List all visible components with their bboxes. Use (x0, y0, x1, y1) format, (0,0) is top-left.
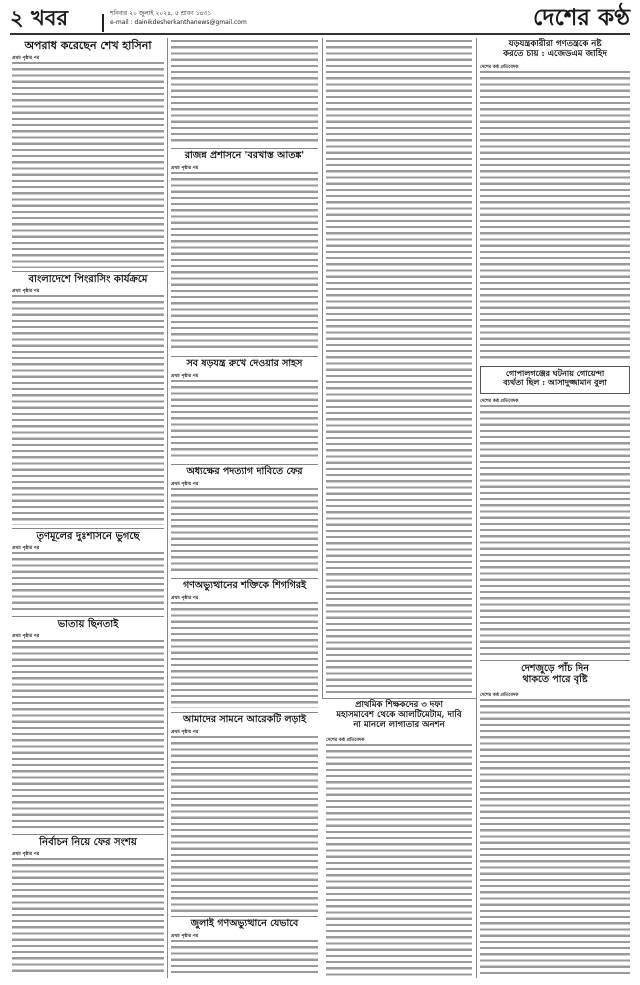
article-body-b3 (171, 488, 318, 574)
label-first-page: প্রথম পৃষ্ঠার পর (171, 730, 199, 735)
headline-a3: তৃণমূলের দুঃশাসনে ভুগছে (36, 531, 140, 542)
label-first-page: প্রথম পৃষ্ঠার পর (12, 289, 40, 294)
label-first-page: প্রথম পৃষ্ঠার পর (171, 374, 199, 379)
article-body-a1 (12, 62, 164, 268)
page-number: ২ খবর (10, 5, 68, 30)
headline-b3: অধ্যক্ষের পদত্যাগ দাবিতে ফের (186, 466, 303, 477)
headline-b1: রাজন্ন প্রশাসনে 'বরখাস্ত আতঙ্ক' (184, 150, 305, 161)
header-rule (10, 33, 630, 35)
label-first-page: প্রথম পৃষ্ঠার পর (12, 852, 40, 857)
article-body-d2 (480, 405, 630, 655)
headline-b5: আমাদের সামনে আরেকটি লড়াই (182, 714, 307, 725)
article-body-a2 (12, 295, 164, 525)
headline-d3: দেশজুড়ে পাঁচ দিন থাকতে পারে বৃষ্টি (521, 663, 589, 685)
label-reporter: দেশের কণ্ঠ প্রতিবেদক (480, 399, 519, 404)
article-divider (12, 616, 164, 617)
article-body-a5 (12, 858, 164, 976)
headline-d2: গোপালগঞ্জের ঘটনায় গোয়েন্দা ব্যর্থতা ছিল : আসাদুজ্জামান বুলা (503, 368, 607, 388)
label-first-page: প্রথম পৃষ্ঠার পর (12, 56, 40, 61)
article-body-a1-cont (171, 40, 318, 145)
label-reporter: দেশের কণ্ঠ প্রতিবেদক (326, 738, 365, 743)
label-first-page: প্রথম পৃষ্ঠার পর (171, 482, 199, 487)
label-first-page: প্রথম পৃষ্ঠার পর (12, 546, 40, 551)
date-line: শনিবার ২০ জুলাই ২০২৪, ৫ শ্রাবণ ১৪৩১ (110, 10, 212, 17)
label-first-page: প্রথম পৃষ্ঠার পর (171, 934, 199, 939)
page-header (10, 6, 630, 32)
column-divider (322, 38, 323, 698)
article-divider (480, 660, 630, 661)
article-divider (171, 578, 318, 579)
label-first-page: প্রথম পৃষ্ঠার পর (171, 166, 199, 171)
article-body-c1 (326, 744, 472, 976)
article-body-a3 (12, 552, 164, 612)
article-body-d1 (480, 71, 630, 361)
headline-d1: যড়যন্ত্রকারীরা গণতন্ত্রকে নষ্ট করতে চায় : এজেডএম জাহিদ (503, 39, 607, 59)
column-divider (476, 38, 477, 978)
article-divider (171, 916, 318, 917)
article-body-b6 (171, 940, 318, 976)
masthead: দেশের কণ্ঠ (533, 4, 630, 31)
article-body-b2 (171, 380, 318, 460)
email-line: e-mail : dainikdesherkanthanews@gmail.com (110, 19, 247, 26)
headline-a5: নির্বাচন নিয়ে ফের সংশয় (39, 837, 137, 848)
article-divider (12, 271, 164, 272)
headline-b2: সব ষড়যন্ত্র রুখে দেওয়ার সাহস (186, 358, 303, 369)
article-body-a4 (12, 640, 164, 830)
article-body-b1 (171, 172, 318, 352)
article-body-b4 (171, 602, 318, 708)
article-divider (171, 464, 318, 465)
header-divider (102, 14, 104, 32)
label-first-page: প্রথম পৃষ্ঠার পর (12, 634, 40, 639)
article-divider (171, 712, 318, 713)
article-body-d3 (480, 699, 630, 976)
label-reporter: দেশের কণ্ঠ প্রতিবেদক (480, 693, 519, 698)
headline-a1: অপরাধ করেছেন শেখ হাসিনা (24, 39, 152, 52)
article-divider (12, 834, 164, 835)
article-body-col3 (326, 40, 472, 694)
label-first-page: প্রথম পৃষ্ঠার পর (171, 596, 199, 601)
headline-a2: বাংলাদেশে পিংরাসিং কার্যক্রমে (28, 274, 148, 285)
headline-c1: প্রাথমিক শিক্ষকদের ৩ দফা মহাসমাবেশ থেকে আলটিমেটাম, দাবি না মানলে লাগাতার অনশন (336, 700, 462, 730)
headline-b6: জুলাই গণঅভ্যুত্থানে যেভাবে (190, 918, 299, 929)
article-divider (171, 148, 318, 149)
article-body-b5 (171, 736, 318, 912)
headline-a4: ভাতায় ছিনতাই (57, 619, 119, 630)
headline-b4: গণঅভ্যুত্থানের শক্তিকে শিগগিরই (182, 580, 307, 591)
article-divider (171, 356, 318, 357)
label-reporter: দেশের কণ্ঠ প্রতিবেদক (480, 65, 519, 70)
article-divider (12, 528, 164, 529)
column-divider (167, 38, 168, 978)
article-divider (322, 698, 476, 699)
